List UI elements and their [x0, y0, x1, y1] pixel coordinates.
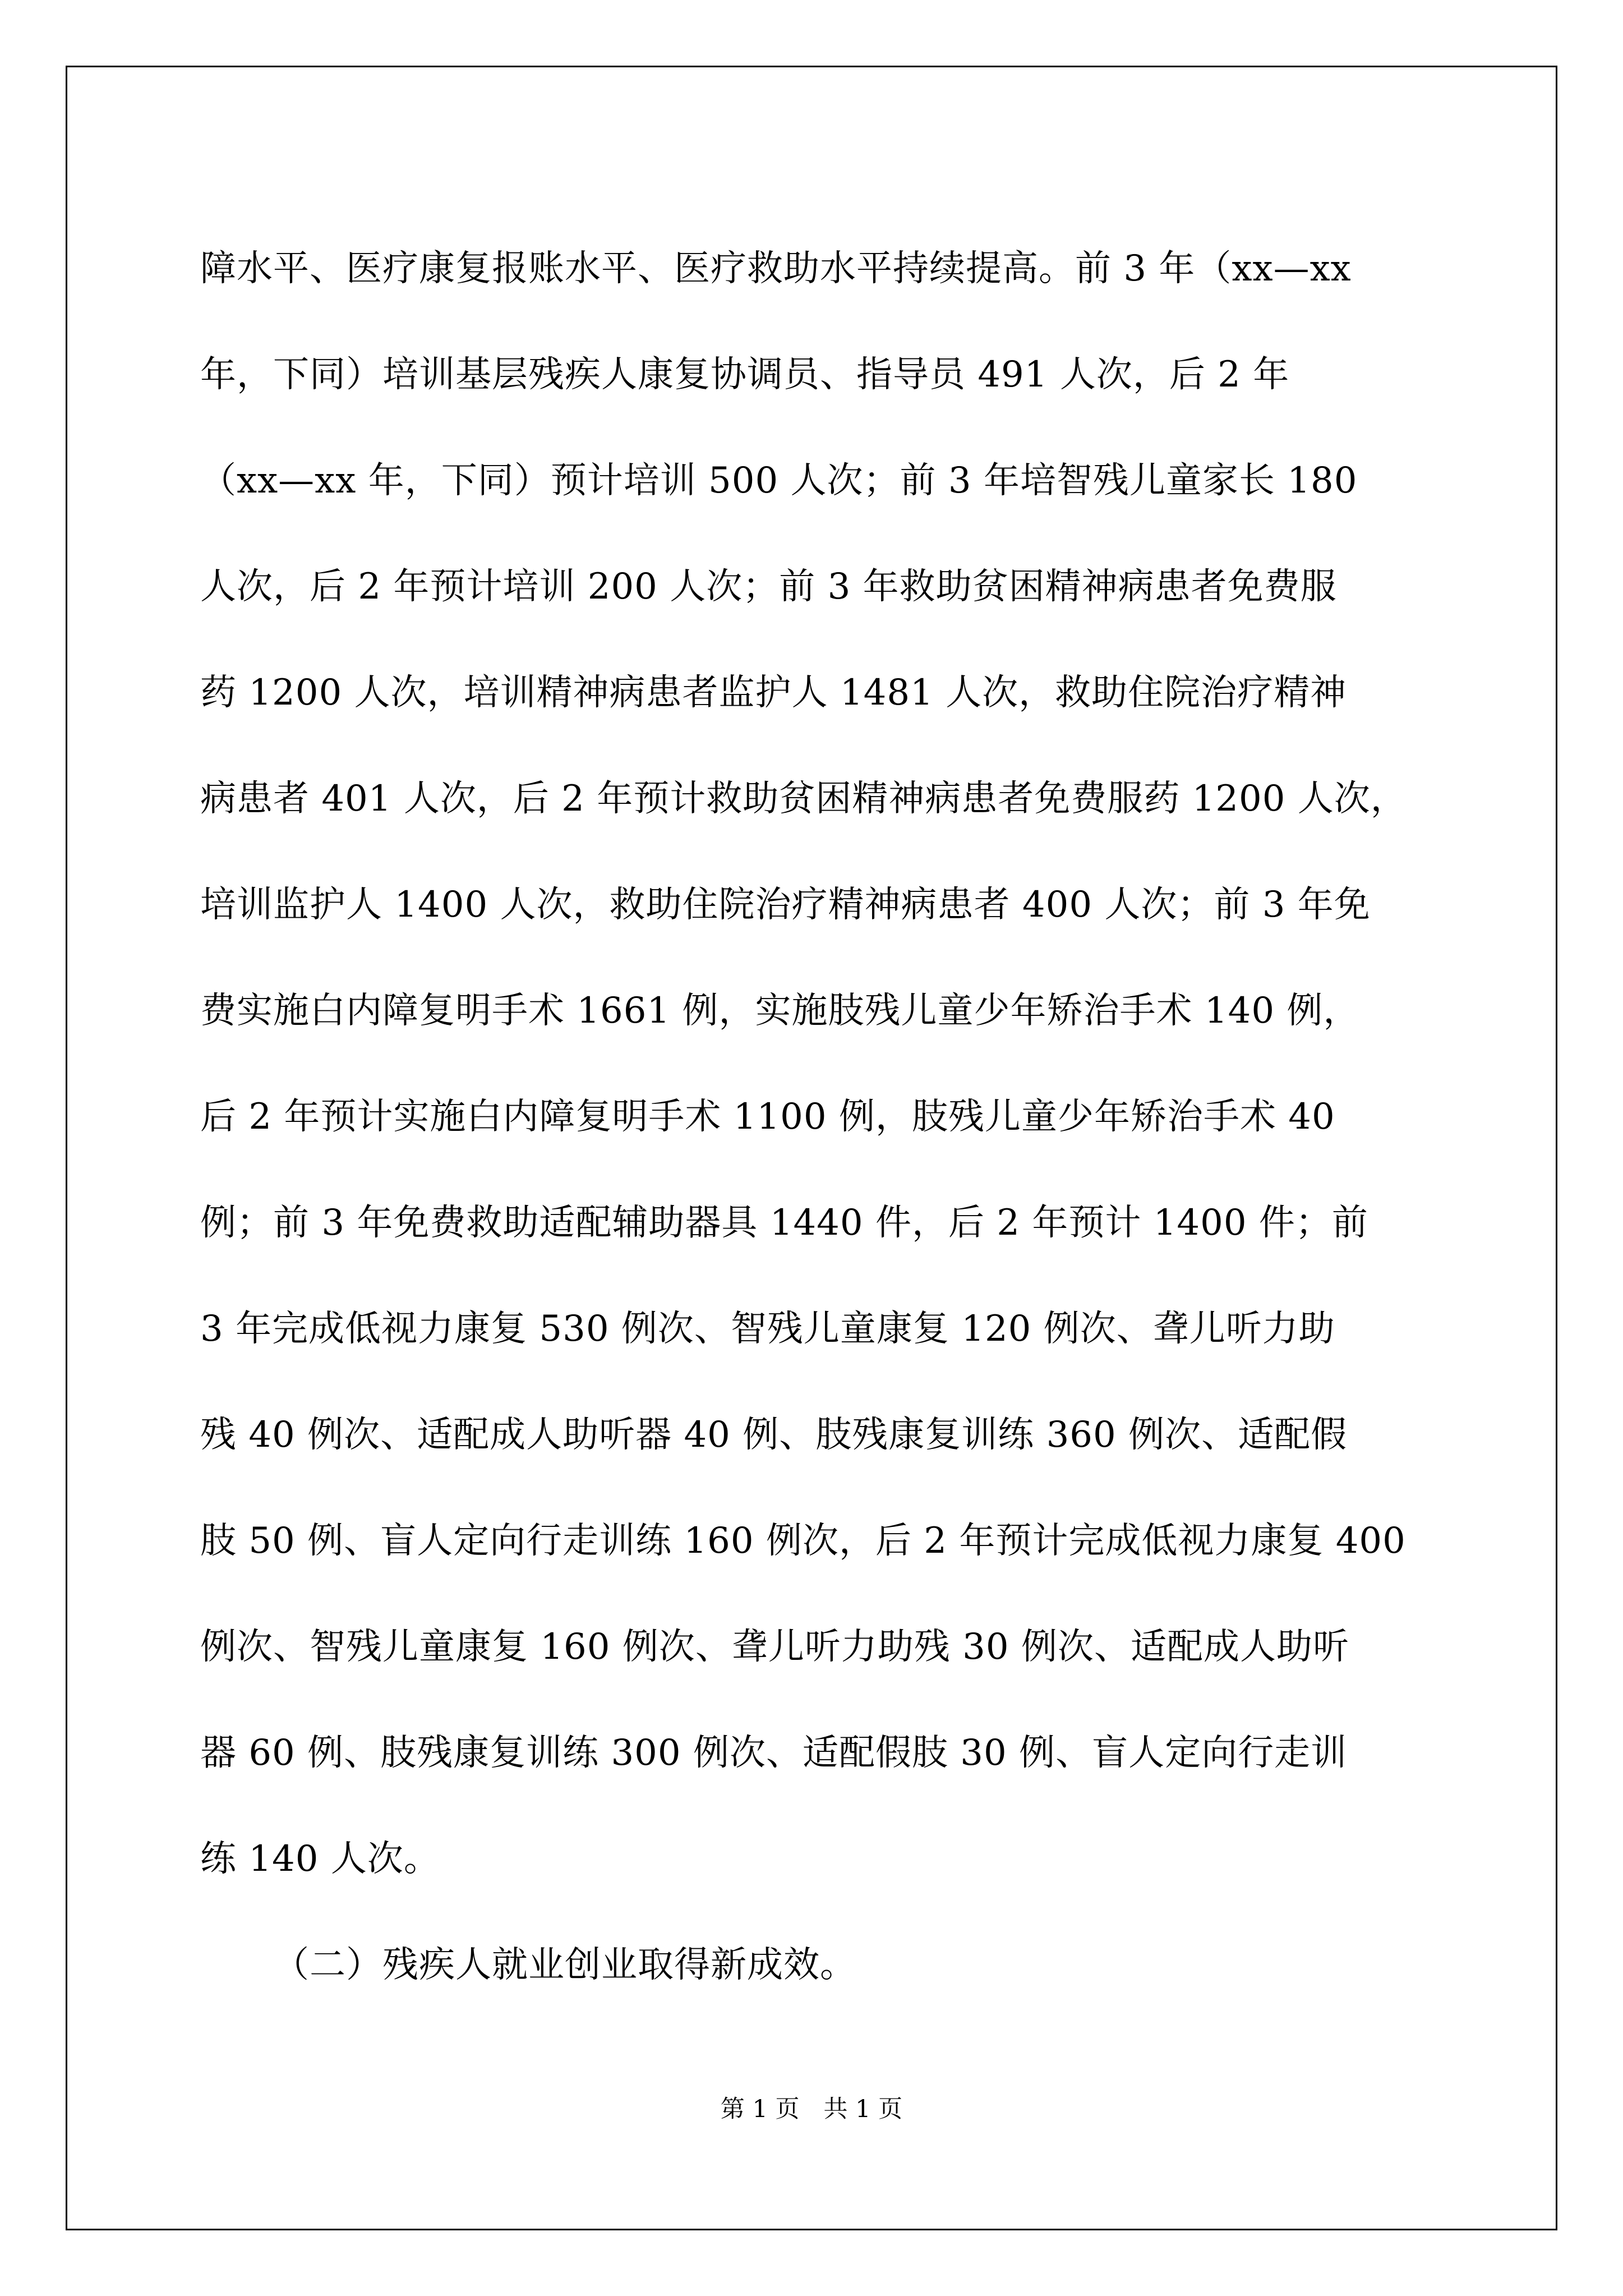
- paragraph-line: 器 60 例、肢残康复训练 300 例次、适配假肢 30 例、盲人定向行走训: [200, 1732, 1348, 1774]
- paragraph-line: 障水平、医疗康复报账水平、医疗救助水平持续提高。前 3 年（xx—xx: [200, 248, 1352, 289]
- paragraph-line: 培训监护人 1400 人次，救助住院治疗精神病患者 400 人次；前 3 年免: [200, 884, 1371, 926]
- paragraph-line: 3 年完成低视力康复 530 例次、智残儿童康复 120 例次、聋儿听力助: [200, 1308, 1335, 1350]
- document-body: [200, 216, 1434, 2018]
- paragraph-line: 残 40 例次、适配成人助听器 40 例、肢残康复训练 360 例次、适配假: [200, 1414, 1348, 1456]
- paragraph-line: （xx—xx 年，下同）预计培训 500 人次；前 3 年培智残儿童家长 180: [200, 460, 1358, 501]
- paragraph-line: 例；前 3 年免费救助适配辅助器具 1440 件，后 2 年预计 1400 件；前: [200, 1202, 1368, 1244]
- paragraph-line: 年，下同）培训基层残疾人康复协调员、指导员 491 人次，后 2 年: [200, 354, 1290, 395]
- paragraph-line: 病患者 401 人次，后 2 年预计救助贫困精神病患者免费服药 1200 人次，: [200, 778, 1407, 820]
- paragraph-line: 练 140 人次。: [200, 1838, 440, 1880]
- section-heading: （二）残疾人就业创业取得新成效。: [273, 1944, 856, 1986]
- paragraph-line: 肢 50 例、盲人定向行走训练 160 例次，后 2 年预计完成低视力康复 400: [200, 1520, 1406, 1562]
- paragraph-line: 例次、智残儿童康复 160 例次、聋儿听力助残 30 例次、适配成人助听: [200, 1626, 1349, 1668]
- page-footer: [0, 2092, 1623, 2126]
- paragraph-line: 后 2 年预计实施白内障复明手术 1100 例，肢残儿童少年矫治手术 40: [200, 1096, 1335, 1138]
- paragraph-line: 人次，后 2 年预计培训 200 人次；前 3 年救助贫困精神病患者免费服: [200, 566, 1337, 608]
- paragraph-line: 药 1200 人次，培训精神病患者监护人 1481 人次，救助住院治疗精神: [200, 672, 1347, 714]
- paragraph-line: 费实施白内障复明手术 1661 例，实施肢残儿童少年矫治手术 140 例，: [200, 990, 1360, 1032]
- page-number: 第 1 页 共 1 页: [720, 2095, 903, 2123]
